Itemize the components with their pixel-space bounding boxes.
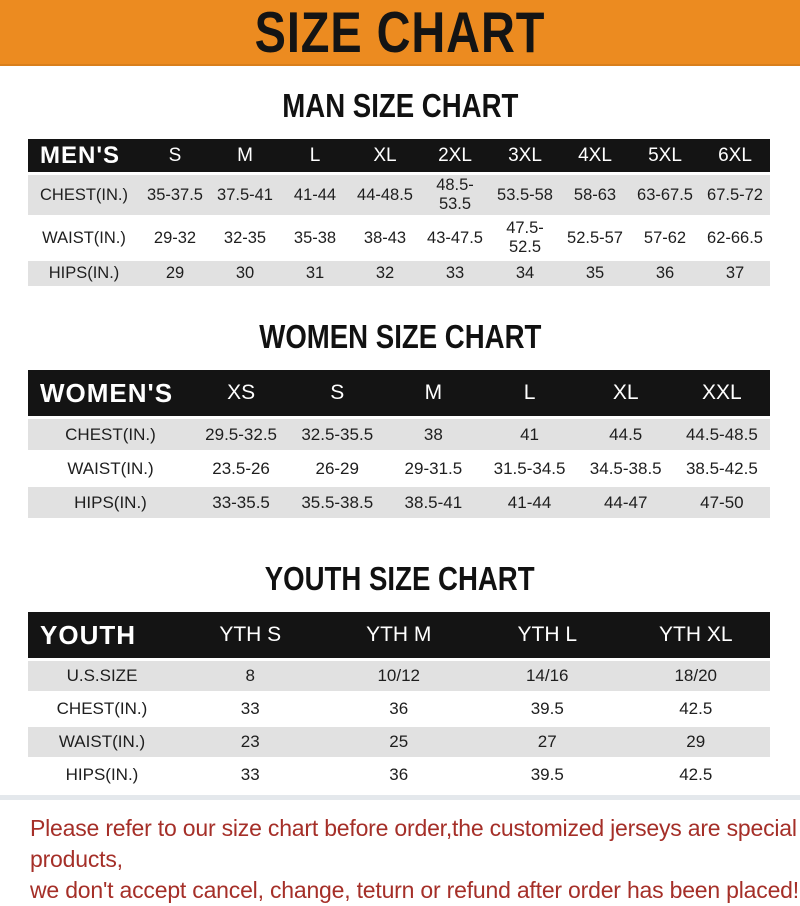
column-header: YTH XL	[622, 612, 771, 658]
man-section-heading: MAN SIZE CHART	[281, 88, 519, 125]
youth-size-table	[28, 609, 770, 793]
order-policy-line2: we don't accept cancel, change, teturn or refund after order has been placed!	[30, 877, 799, 903]
size-value-cell: 29	[622, 727, 771, 757]
men-header-row	[28, 139, 770, 172]
size-value-cell: 38-43	[350, 218, 420, 258]
size-value-cell: 36	[325, 760, 474, 790]
size-value-cell: 10/12	[325, 661, 474, 691]
size-value-cell: 8	[176, 661, 325, 691]
size-value-cell: 38	[385, 419, 481, 450]
size-value-cell: 36	[325, 694, 474, 724]
size-value-cell: 44-47	[578, 487, 674, 518]
size-value-cell: 38.5-41	[385, 487, 481, 518]
column-header: 3XL	[490, 139, 560, 172]
youth-corner-label: YOUTH	[28, 612, 176, 658]
size-value-cell: 34.5-38.5	[578, 453, 674, 484]
row-label: CHEST(IN.)	[28, 419, 193, 450]
column-header: M	[210, 139, 280, 172]
women-size-table	[28, 367, 770, 521]
size-value-cell: 14/16	[473, 661, 622, 691]
size-value-cell: 25	[325, 727, 474, 757]
size-value-cell: 33	[176, 760, 325, 790]
size-value-cell: 42.5	[622, 760, 771, 790]
size-value-cell: 35.5-38.5	[289, 487, 385, 518]
size-value-cell: 23.5-26	[193, 453, 289, 484]
size-value-cell: 29	[140, 261, 210, 286]
size-value-cell: 38.5-42.5	[674, 453, 770, 484]
size-value-cell: 23	[176, 727, 325, 757]
size-value-cell: 53.5-58	[490, 175, 560, 215]
column-header: S	[140, 139, 210, 172]
size-value-cell: 29-32	[140, 218, 210, 258]
size-value-cell: 33	[420, 261, 490, 286]
size-value-cell: 32-35	[210, 218, 280, 258]
women-corner-label: WOMEN'S	[28, 370, 193, 416]
size-value-cell: 31	[280, 261, 350, 286]
column-header: L	[280, 139, 350, 172]
column-header: S	[289, 370, 385, 416]
size-value-cell: 41	[481, 419, 577, 450]
column-header: 4XL	[560, 139, 630, 172]
table-row	[28, 727, 770, 757]
size-value-cell: 32	[350, 261, 420, 286]
table-row	[28, 175, 770, 215]
youth-section-heading: YOUTH SIZE CHART	[265, 561, 535, 598]
table-row	[28, 218, 770, 258]
women-section-heading: WOMEN SIZE CHART	[258, 319, 542, 356]
order-policy-line1: Please refer to our size chart before order,the customized jerseys are special products,	[30, 815, 797, 872]
size-value-cell: 18/20	[622, 661, 771, 691]
row-label: U.S.SIZE	[28, 661, 176, 691]
size-value-cell: 36	[630, 261, 700, 286]
size-value-cell: 29.5-32.5	[193, 419, 289, 450]
size-value-cell: 27	[473, 727, 622, 757]
column-header: M	[385, 370, 481, 416]
row-label: WAIST(IN.)	[28, 727, 176, 757]
size-value-cell: 42.5	[622, 694, 771, 724]
size-value-cell: 30	[210, 261, 280, 286]
size-value-cell: 39.5	[473, 760, 622, 790]
size-value-cell: 34	[490, 261, 560, 286]
banner-title: SIZE CHART	[254, 0, 546, 64]
size-value-cell: 62-66.5	[700, 218, 770, 258]
youth-header-row	[28, 612, 770, 658]
size-value-cell: 44.5-48.5	[674, 419, 770, 450]
column-header: 5XL	[630, 139, 700, 172]
column-header: 6XL	[700, 139, 770, 172]
size-value-cell: 35-38	[280, 218, 350, 258]
size-value-cell: 44-48.5	[350, 175, 420, 215]
column-header: XL	[578, 370, 674, 416]
table-row	[28, 261, 770, 286]
table-row	[28, 760, 770, 790]
size-value-cell: 44.5	[578, 419, 674, 450]
size-value-cell: 47-50	[674, 487, 770, 518]
size-value-cell: 41-44	[481, 487, 577, 518]
row-label: HIPS(IN.)	[28, 760, 176, 790]
size-value-cell: 39.5	[473, 694, 622, 724]
column-header: XL	[350, 139, 420, 172]
size-value-cell: 35-37.5	[140, 175, 210, 215]
size-value-cell: 26-29	[289, 453, 385, 484]
row-label: CHEST(IN.)	[28, 694, 176, 724]
size-value-cell: 48.5-53.5	[420, 175, 490, 215]
women-header-row	[28, 370, 770, 416]
column-header: XXL	[674, 370, 770, 416]
table-row	[28, 453, 770, 484]
row-label: HIPS(IN.)	[28, 487, 193, 518]
size-value-cell: 67.5-72	[700, 175, 770, 215]
size-value-cell: 37	[700, 261, 770, 286]
size-value-cell: 47.5-52.5	[490, 218, 560, 258]
size-value-cell: 41-44	[280, 175, 350, 215]
column-header: YTH S	[176, 612, 325, 658]
row-label: CHEST(IN.)	[28, 175, 140, 215]
column-header: 2XL	[420, 139, 490, 172]
men-corner-label: MEN'S	[28, 139, 140, 172]
size-value-cell: 35	[560, 261, 630, 286]
row-label: WAIST(IN.)	[28, 218, 140, 258]
order-policy-note	[30, 813, 800, 906]
table-row	[28, 419, 770, 450]
size-value-cell: 31.5-34.5	[481, 453, 577, 484]
row-label: WAIST(IN.)	[28, 453, 193, 484]
row-label: HIPS(IN.)	[28, 261, 140, 286]
table-row	[28, 487, 770, 518]
men-size-table	[28, 136, 770, 289]
column-header: YTH L	[473, 612, 622, 658]
column-header: XS	[193, 370, 289, 416]
table-row	[28, 694, 770, 724]
size-value-cell: 33-35.5	[193, 487, 289, 518]
size-value-cell: 63-67.5	[630, 175, 700, 215]
size-value-cell: 57-62	[630, 218, 700, 258]
bottom-edge-strip	[0, 795, 800, 800]
size-value-cell: 52.5-57	[560, 218, 630, 258]
size-value-cell: 43-47.5	[420, 218, 490, 258]
column-header: YTH M	[325, 612, 474, 658]
size-value-cell: 37.5-41	[210, 175, 280, 215]
size-chart-banner	[0, 0, 800, 66]
table-row	[28, 661, 770, 691]
size-value-cell: 33	[176, 694, 325, 724]
size-value-cell: 58-63	[560, 175, 630, 215]
size-value-cell: 32.5-35.5	[289, 419, 385, 450]
size-value-cell: 29-31.5	[385, 453, 481, 484]
column-header: L	[481, 370, 577, 416]
